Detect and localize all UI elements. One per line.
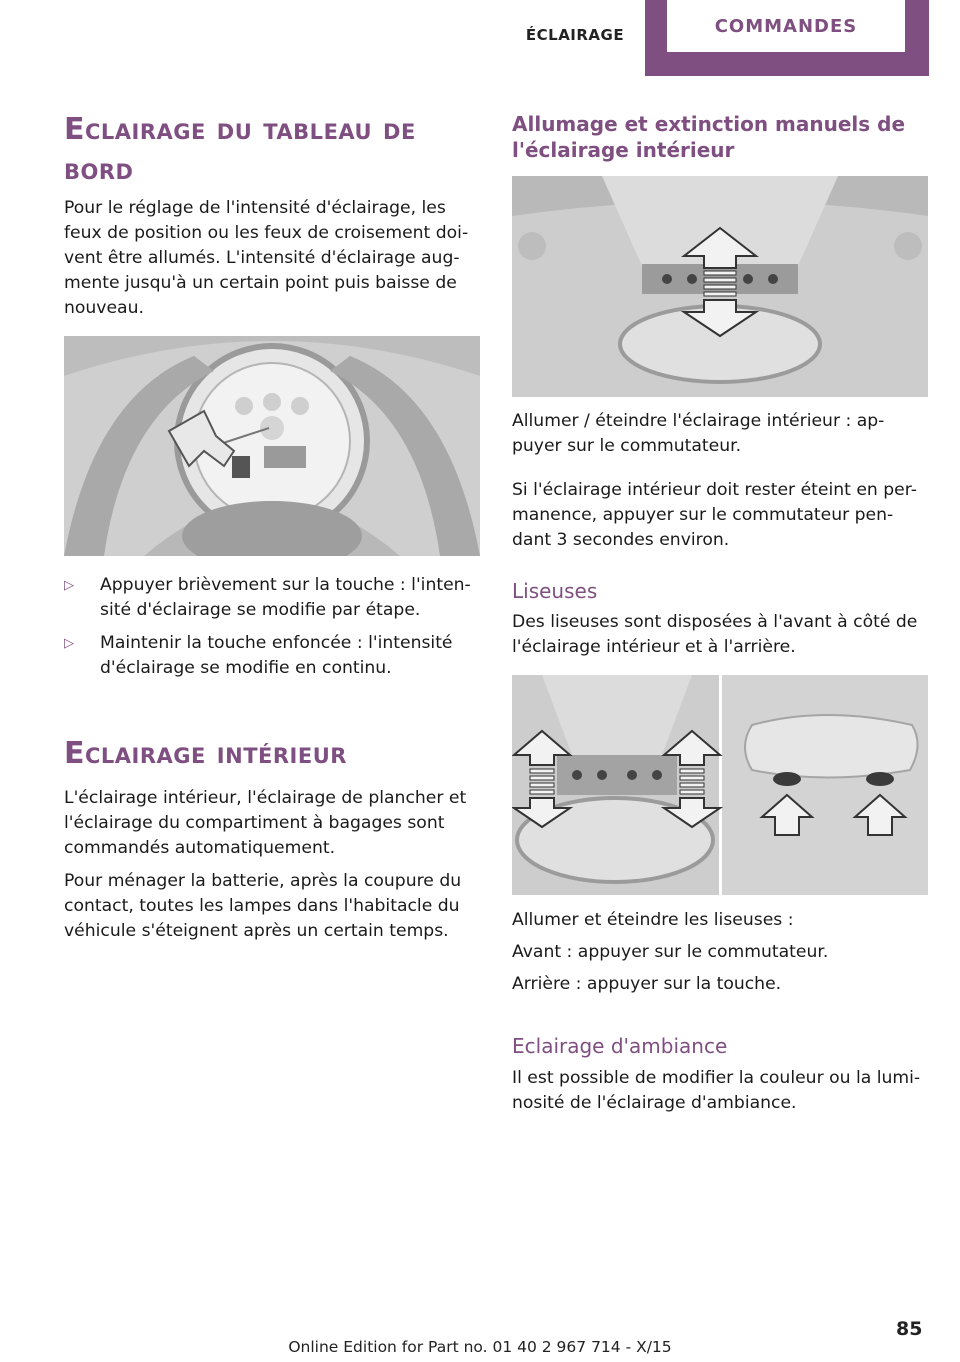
bullet-marker: ▷ — [64, 578, 74, 593]
interior-light-illustration — [512, 176, 928, 397]
list-item — [64, 573, 480, 623]
interior-light-switch-image — [512, 176, 928, 397]
bullet-text: Maintenir la touche enfoncée : l'intensité d'éclairage se modifie en continu. — [100, 633, 453, 678]
list-item — [64, 631, 480, 681]
heading-ambient-lighting: Eclairage d'ambiance — [512, 1034, 728, 1058]
ambient-lighting-text: Il est possible de modifier la couleur ou la lumi-nosité de l'éclairage d'ambiance. — [512, 1068, 921, 1113]
bullet-text: Appuyer brièvement sur la touche : l'inten-sité d'éclairage se modifie par étape. — [100, 575, 471, 620]
instrument-cluster-image — [64, 336, 480, 556]
chapter-tab — [645, 0, 929, 76]
bullet-marker: ▷ — [64, 636, 74, 651]
chapter-tab-label: COMMANDES — [714, 15, 858, 37]
permanent-off-text: Si l'éclairage intérieur doit rester éteint en per-manence, appuyer sur le commutateur pen-dant 3 secondes environ. — [512, 480, 917, 550]
dashboard-bullet-list — [64, 573, 480, 689]
instrument-cluster-illustration — [64, 336, 480, 556]
edition-footer: Online Edition for Part no. 01 40 2 967 714 - X/15 — [288, 1338, 672, 1356]
section-title-dashboard-lighting: Eclairage du tableau de bord — [64, 112, 416, 187]
reading-lights-switch-text: Allumer et éteindre les liseuses : — [512, 910, 794, 930]
dashboard-intro-text: Pour le réglage de l'intensité d'éclairage, les feux de position ou les feux de croisement doi-vent être allumés. L'intensité d'éclairage aug-mente jusqu'à un certain point puis baisse de nouveau. — [64, 198, 469, 318]
section-tab-label: ÉCLAIRAGE — [525, 26, 625, 44]
switch-instruction-text: Allumer / éteindre l'éclairage intérieur : ap-puyer sur le commutateur. — [512, 411, 885, 456]
section-tab — [505, 0, 645, 70]
interior-lighting-text-1: L'éclairage intérieur, l'éclairage de plancher et l'éclairage du compartiment à bagages sont commandés automatiquement. — [64, 788, 467, 858]
reading-lights-image — [512, 675, 928, 895]
heading-reading-lights: Liseuses — [512, 579, 598, 603]
heading-manual-switching: Allumage et extinction manuels de l'éclairage intérieur — [512, 112, 906, 162]
section-title-interior-lighting: Eclairage intérieur — [64, 736, 347, 771]
reading-lights-illustration — [512, 675, 928, 895]
front-reading-light-text: Avant : appuyer sur le commutateur. — [512, 942, 829, 962]
reading-lights-text: Des liseuses sont disposées à l'avant à côté de l'éclairage intérieur et à l'arrière. — [512, 612, 918, 657]
rear-reading-light-text: Arrière : appuyer sur la touche. — [512, 974, 782, 994]
page-number: 85 — [896, 1318, 923, 1340]
interior-lighting-text-2: Pour ménager la batterie, après la coupure du contact, toutes les lampes dans l'habitacle du véhicule s'éteignent après un certain temps. — [64, 871, 462, 941]
